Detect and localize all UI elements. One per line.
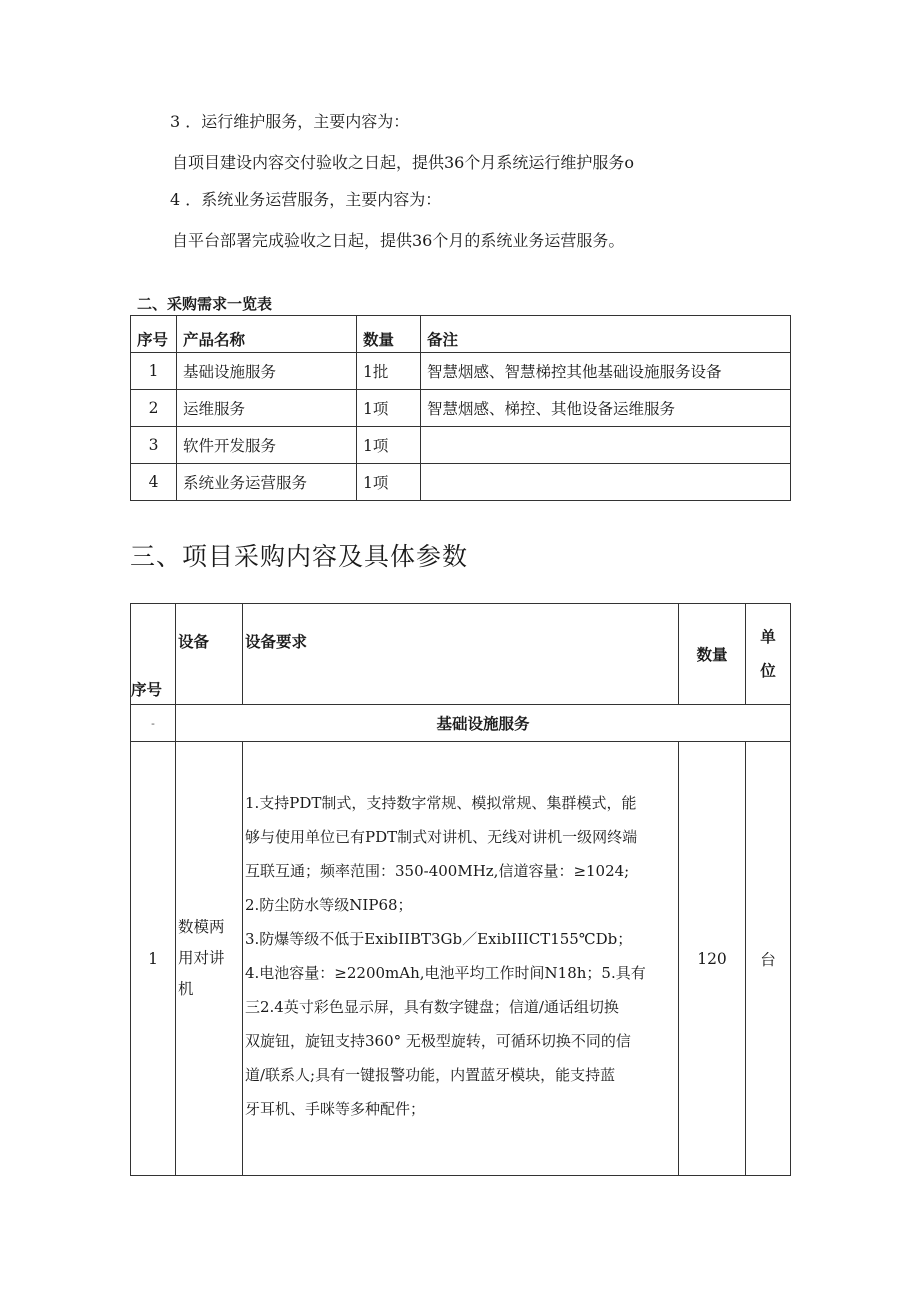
device-line: 机 — [178, 980, 194, 998]
cell-product-name: 运维服务 — [177, 390, 357, 427]
table-row — [131, 390, 791, 427]
cell-remark: 智慧烟感、梯控、其他设备运维服务 — [421, 390, 791, 427]
cell-remark — [421, 464, 791, 501]
spec-line: 够与使用单位已有PDT制式对讲机、无线对讲机一级网终端 — [245, 827, 638, 846]
spec-line: 2.防尘防水等级NIP68； — [245, 895, 413, 914]
paragraph-business-operation-heading: 4 ．系统业务运营服务，主要内容为： — [170, 190, 442, 209]
spec-line: 三2.4英寸彩色显示屏，具有数字键盘；信道/通话组切换 — [245, 997, 619, 1016]
header-unit — [746, 604, 791, 705]
cell-requirements — [243, 742, 679, 1176]
table-row — [131, 353, 791, 390]
spec-table-header-row — [131, 604, 791, 705]
cell-device — [176, 742, 243, 1176]
cell-no: 1 — [131, 742, 176, 1176]
section2-title: 二、采购需求一览表 — [137, 295, 273, 313]
cell-no: 2 — [131, 390, 177, 427]
header-no: 序号 — [131, 604, 176, 705]
cell-quantity: 1批 — [357, 353, 421, 390]
group-row — [131, 705, 791, 742]
header-unit-line1: 单 — [760, 628, 776, 646]
device-line: 用对讲 — [178, 949, 225, 967]
cell-remark — [421, 427, 791, 464]
cell-quantity: 120 — [679, 742, 746, 1176]
cell-product-name: 基础设施服务 — [177, 353, 357, 390]
cell-quantity: 1项 — [357, 464, 421, 501]
paragraph-ops-maintenance-body: 自项目建设内容交付验收之日起，提供36个月系统运行维护服务o — [172, 153, 634, 172]
spec-line: 互联互通；频率范围：350-400MHz,信道容量：≥1024; — [245, 861, 630, 880]
cell-no: 4 — [131, 464, 177, 501]
spec-line: 道/联系人;具有一键报警功能，内置蓝牙模块，能支持蓝 — [245, 1065, 616, 1084]
spec-line: 3.防爆等级不低于ExibIIBT3Gb／ExibIIICT155℃Db； — [245, 929, 633, 948]
paragraph-business-operation-body: 自平台部署完成验收之日起，提供36个月的系统业务运营服务。 — [172, 231, 625, 250]
cell-quantity: 1项 — [357, 390, 421, 427]
table-row — [131, 427, 791, 464]
cell-unit: 台 — [746, 742, 791, 1176]
header-unit-line2: 位 — [760, 662, 776, 680]
header-no: 序号 — [131, 316, 177, 353]
spec-line: 牙耳机、手咪等多种配件； — [245, 1099, 426, 1118]
cell-no: 1 — [131, 353, 177, 390]
cell-product-name: 软件开发服务 — [177, 427, 357, 464]
header-quantity: 数量 — [679, 604, 746, 705]
cell-no: 3 — [131, 427, 177, 464]
table-row — [131, 464, 791, 501]
group-no: - — [131, 705, 176, 742]
header-quantity: 数量 — [357, 316, 421, 353]
group-title: 基础设施服务 — [176, 705, 791, 742]
section3-title: 三、项目采购内容及具体参数 — [130, 542, 469, 571]
cell-product-name: 系统业务运营服务 — [177, 464, 357, 501]
spec-line: 1.支持PDT制式，支持数字常规、模拟常规、集群模式，能 — [245, 793, 637, 812]
spec-line: 双旋钮，旋钮支持360° 无极型旋转，可循环切换不同的信 — [245, 1031, 631, 1050]
procurement-spec-table — [130, 603, 791, 1176]
header-device: 设备 — [176, 604, 243, 705]
procurement-summary-table — [130, 315, 791, 501]
cell-remark: 智慧烟感、智慧梯控其他基础设施服务设备 — [421, 353, 791, 390]
paragraph-ops-maintenance-heading: 3 ．运行维护服务，主要内容为： — [170, 112, 410, 131]
table-header-row — [131, 316, 791, 353]
cell-quantity: 1项 — [357, 427, 421, 464]
device-line: 数模两 — [178, 918, 225, 936]
header-product-name: 产品名称 — [177, 316, 357, 353]
table-row — [131, 742, 791, 1176]
header-remark: 备注 — [421, 316, 791, 353]
header-requirements: 设备要求 — [243, 604, 679, 705]
spec-line: 4.电池容量：≥2200mAh,电池平均工作时间N18h；5.具有 — [245, 963, 646, 982]
